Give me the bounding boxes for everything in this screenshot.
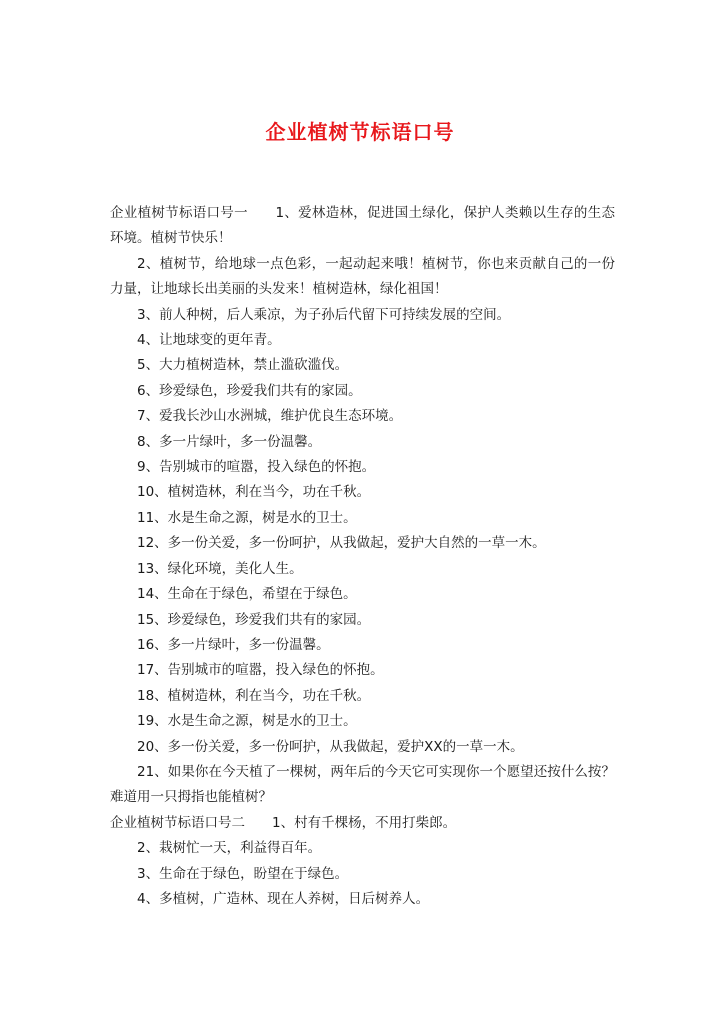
document-body — [110, 201, 615, 912]
slogan-paragraph: 12、多一份关爱，多一份呵护，从我做起，爱护大自然的一草一木。 — [137, 535, 546, 552]
slogan-paragraph: 4、多植树，广造林、现在人养树，日后树养人。 — [137, 890, 430, 907]
slogan-paragraph: 16、多一片绿叶，多一份温馨。 — [137, 636, 330, 653]
slogan-paragraph: 3、前人种树，后人乘凉，为子孙后代留下可持续发展的空间。 — [137, 306, 511, 323]
slogan-paragraph: 18、植树造林，利在当今，功在千秋。 — [137, 687, 371, 704]
slogan-paragraph: 7、爱我长沙山水洲城，维护优良生态环境。 — [137, 408, 403, 425]
slogan-paragraph: 企业植树节标语口号一 1、爱林造林，促进国土绿化，保护人类赖以生存的生态环境。植树节快乐！ — [110, 205, 615, 247]
slogan-paragraph: 17、告别城市的喧嚣，投入绿色的怀抱。 — [137, 662, 384, 679]
slogan-paragraph: 5、大力植树造林，禁止滥砍滥伐。 — [137, 357, 349, 374]
slogan-paragraph: 21、如果你在今天植了一棵树，两年后的今天它可实现你一个愿望还按什么按？难道用一只拇指也能植树？ — [110, 763, 615, 806]
slogan-paragraph: 4、让地球变的更年青。 — [137, 332, 281, 349]
slogan-paragraph: 6、珍爱绿色，珍爱我们共有的家园。 — [137, 382, 362, 399]
slogan-paragraph: 企业植树节标语口号二 1、村有千棵杨，不用打柴郎。 — [110, 814, 457, 831]
slogan-paragraph: 14、生命在于绿色，希望在于绿色。 — [137, 586, 357, 603]
document-title: 企业植树节标语口号 — [265, 120, 455, 144]
slogan-paragraph: 20、多一份关爱，多一份呵护，从我做起，爱护XX的一草一木。 — [137, 738, 524, 755]
slogan-paragraph: 3、生命在于绿色，盼望在于绿色。 — [137, 865, 349, 882]
slogan-paragraph: 8、多一片绿叶，多一份温馨。 — [137, 433, 322, 450]
slogan-paragraph: 10、植树造林，利在当今，功在千秋。 — [137, 484, 371, 501]
slogan-paragraph: 11、水是生命之源，树是水的卫士。 — [137, 509, 357, 526]
slogan-paragraph: 19、水是生命之源，树是水的卫士。 — [137, 713, 357, 730]
slogan-paragraph: 13、绿化环境，美化人生。 — [137, 560, 303, 577]
slogan-paragraph: 2、栽树忙一天，利益得百年。 — [137, 840, 322, 857]
slogan-paragraph: 2、植树节，给地球一点色彩，一起动起来哦！植树节，你也来贡献自己的一份力量，让地球长出美丽的头发来！植树造林，绿化祖国！ — [110, 255, 615, 298]
slogan-paragraph: 15、珍爱绿色，珍爱我们共有的家园。 — [137, 611, 371, 628]
slogan-paragraph: 9、告别城市的喧嚣，投入绿色的怀抱。 — [137, 459, 376, 476]
